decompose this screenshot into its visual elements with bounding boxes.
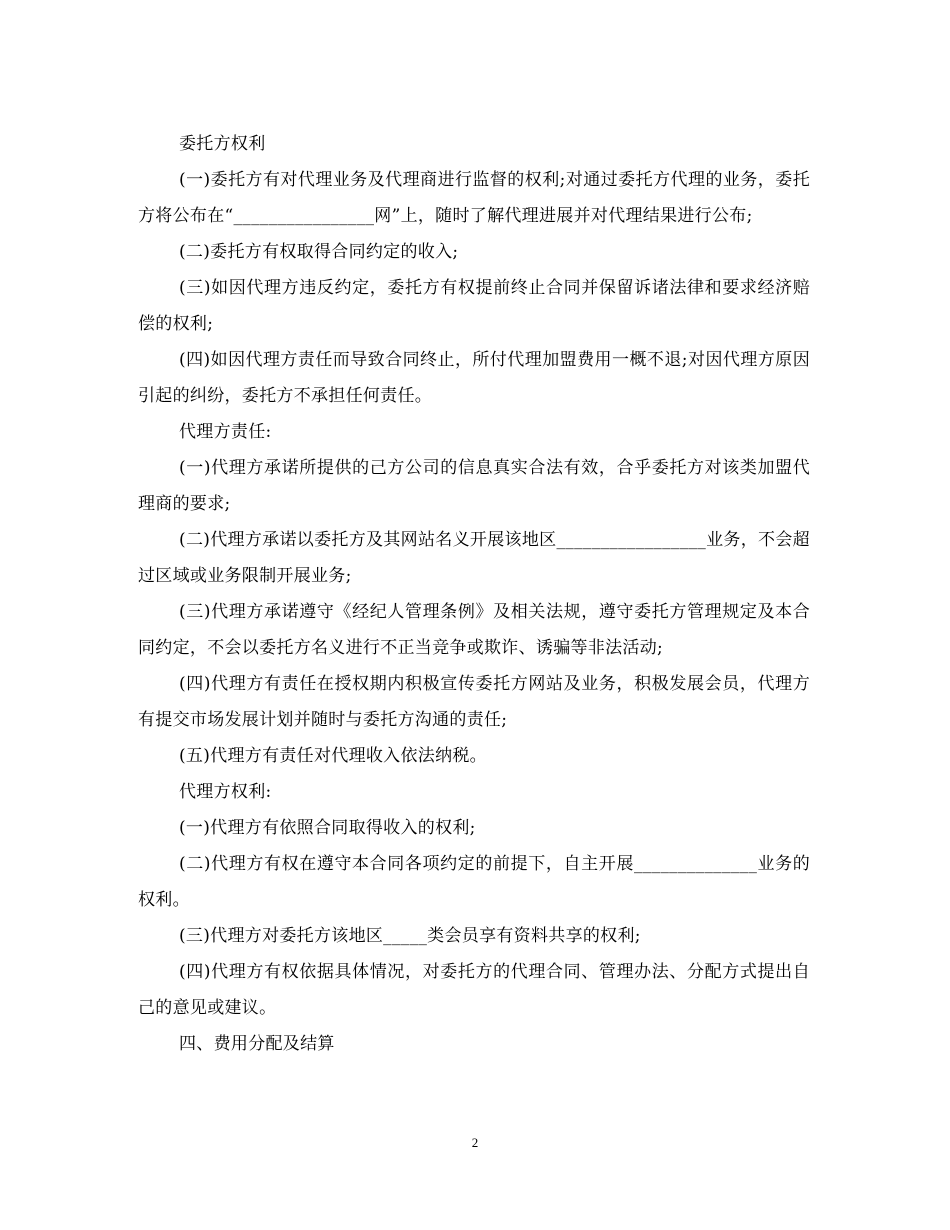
clause-agent-right-1: (一)代理方有依照合同取得收入的权利;	[179, 818, 476, 838]
clause-agent-right-4: (四)代理方有权依据具体情况，对委托方的代理合同、管理办法、分配方式提出自己的意见或建议。	[138, 962, 810, 1018]
clause-agent-duty-4: (四)代理方有责任在授权期内积极宣传委托方网站及业务，积极发展会员，代理方有提交市场发展计划并随时与委托方沟通的责任;	[138, 674, 810, 730]
document-body	[138, 126, 810, 1062]
clause-agent-duty-2: (二)代理方承诺以委托方及其网站名义开展该地区_________________业务，不会超过区域或业务限制开展业务;	[138, 530, 810, 586]
clause-principal-right-1: (一)委托方有对代理业务及代理商进行监督的权利;对通过委托方代理的业务，委托方将公布在“________________网”上，随时了解代理进展并对代理结果进行公布;	[138, 170, 810, 226]
section-heading-agent-duties: 代理方责任:	[179, 422, 272, 442]
section-heading-fee-settlement: 四、费用分配及结算	[179, 1034, 335, 1054]
clause-principal-right-4: (四)如因代理方责任而导致合同终止，所付代理加盟费用一概不退;对因代理方原因引起的纠纷，委托方不承担任何责任。	[138, 350, 810, 406]
section-heading-principal-rights: 委托方权利	[179, 134, 266, 154]
clause-agent-right-3: (三)代理方对委托方该地区_____类会员享有资料共享的权利;	[179, 926, 641, 946]
clause-agent-right-2: (二)代理方有权在遵守本合同各项约定的前提下，自主开展______________业务的权利。	[138, 854, 810, 910]
clause-agent-duty-3: (三)代理方承诺遵守《经纪人管理条例》及相关法规，遵守委托方管理规定及本合同约定，不会以委托方名义进行不正当竞争或欺诈、诱骗等非法活动;	[138, 602, 810, 658]
section-heading-agent-rights: 代理方权利:	[179, 782, 272, 802]
clause-agent-duty-5: (五)代理方有责任对代理收入依法纳税。	[179, 746, 487, 766]
clause-agent-duty-1: (一)代理方承诺所提供的己方公司的信息真实合法有效，合乎委托方对该类加盟代理商的要求;	[138, 458, 810, 514]
page-number: 2	[471, 1135, 479, 1150]
clause-principal-right-3: (三)如因代理方违反约定，委托方有权提前终止合同并保留诉诸法律和要求经济赔偿的权利;	[138, 278, 810, 334]
clause-principal-right-2: (二)委托方有权取得合同约定的收入;	[179, 242, 459, 262]
